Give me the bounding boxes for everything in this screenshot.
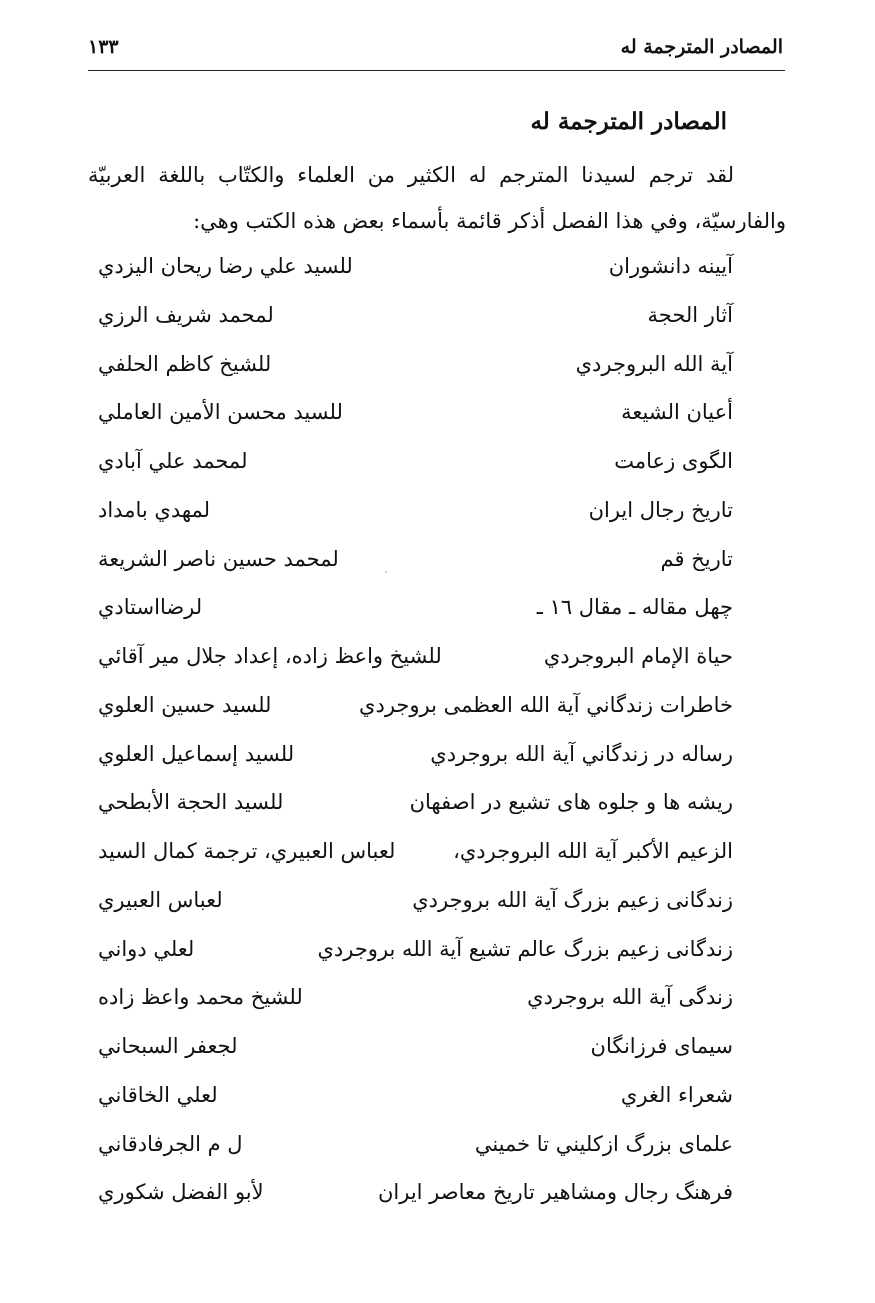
source-author: لعباس العبيري، ترجمة كمال السيد <box>98 839 396 863</box>
source-entry <box>88 246 733 295</box>
source-entry <box>88 782 733 831</box>
source-entry <box>88 441 733 490</box>
source-author: لعلي الخاقاني <box>98 1082 218 1107</box>
source-entry <box>88 880 733 929</box>
source-title: سيماى فرزانگان <box>590 1034 733 1058</box>
source-title: تاريخ رجال ايران <box>588 497 733 522</box>
source-entry <box>88 1124 733 1173</box>
source-title: علماى بزرگ ازكليني تا خميني <box>474 1131 733 1156</box>
sources-list <box>88 246 733 1221</box>
intro-paragraph <box>88 152 786 244</box>
source-entry <box>88 929 733 978</box>
source-author: لمهدي بامداد <box>98 497 211 522</box>
source-entry <box>88 685 733 734</box>
source-entry <box>88 831 733 880</box>
source-entry <box>88 539 733 588</box>
source-author: للسيد الحجة الأبطحي <box>98 790 284 815</box>
source-entry <box>88 587 733 636</box>
source-title: رساله در زندگاني آية الله بروجردي <box>430 741 733 766</box>
source-title: چهل مقاله ـ مقال ١٦ ـ <box>536 595 733 620</box>
source-entry <box>88 636 733 685</box>
source-title: آثار الحجة <box>647 302 733 327</box>
source-title: خاطرات زندگاني آية الله العظمى بروجردي <box>359 692 733 717</box>
source-title: تاريخ قم <box>660 546 733 571</box>
source-title: أعيان الشيعة <box>621 400 733 425</box>
intro-line: لقد ترجم لسيدنا المترجم له الكثير من العلماء والكتّاب باللغة العربيّة <box>88 163 734 187</box>
source-entry <box>88 1172 733 1221</box>
source-author: لمحمد شريف الرزي <box>98 302 274 327</box>
source-entry <box>88 344 733 393</box>
source-author: للسيد إسماعيل العلوي <box>98 741 295 766</box>
source-entry <box>88 490 733 539</box>
source-author: لأبو الفضل شكوري <box>98 1180 264 1205</box>
source-author: للشيخ كاظم الحلفي <box>98 351 272 376</box>
source-title: آية الله البروجردي <box>575 351 733 376</box>
source-title: زندگانى زعيم بزرگ آية الله بروجردي <box>412 887 733 912</box>
source-author: لجعفر السبحاني <box>98 1034 238 1058</box>
source-author: للسيد علي رضا ريحان اليزدي <box>98 254 353 278</box>
source-title: الزعيم الأكبر آية الله البروجردي، <box>453 839 733 863</box>
source-author: للشيخ واعظ زاده، إعداد جلال مير آقائي <box>98 644 442 668</box>
source-author: لمحمد حسين ناصر الشريعة <box>98 546 339 571</box>
source-title: ريشه ها و جلوه هاى تشيع در اصفهان <box>409 790 733 815</box>
source-entry <box>88 295 733 344</box>
source-author: لعباس العبيري <box>98 887 223 912</box>
section-title: المصادر المترجمة له <box>530 108 727 135</box>
running-header-title: المصادر المترجمة له <box>620 36 783 58</box>
source-author: لمحمد علي آبادي <box>98 449 248 473</box>
source-title: حياة الإمام البروجردي <box>543 644 733 668</box>
source-title: آيينه دانشوران <box>608 254 733 278</box>
source-title: زندگانى زعيم بزرگ عالم تشيع آية الله بروجردي <box>317 936 733 961</box>
source-title: زندگى آية الله بروجردي <box>527 985 733 1010</box>
page-number: ١٣٣ <box>88 36 119 58</box>
running-header <box>88 30 783 64</box>
intro-line: والفارسيّة، وفي هذا الفصل أذكر قائمة بأسماء بعض هذه الكتب وهي: <box>193 209 786 233</box>
source-author: لرضااستادي <box>98 595 203 620</box>
source-entry <box>88 1026 733 1075</box>
source-author: لعلي دواني <box>98 936 195 961</box>
source-title: الگوى زعامت <box>614 449 733 473</box>
source-entry <box>88 1075 733 1124</box>
source-entry <box>88 392 733 441</box>
source-title: شعراء الغري <box>620 1082 733 1107</box>
source-author: للسيد محسن الأمين العاملي <box>98 400 343 425</box>
source-author: للسيد حسين العلوي <box>98 692 272 717</box>
source-entry <box>88 734 733 783</box>
source-entry <box>88 977 733 1026</box>
source-author: للشيخ محمد واعظ زاده <box>98 985 303 1010</box>
source-author: ل م الجرفادقاني <box>98 1131 243 1156</box>
header-divider <box>88 70 785 71</box>
source-title: فرهنگ رجال ومشاهير تاريخ معاصر ايران <box>377 1180 733 1205</box>
